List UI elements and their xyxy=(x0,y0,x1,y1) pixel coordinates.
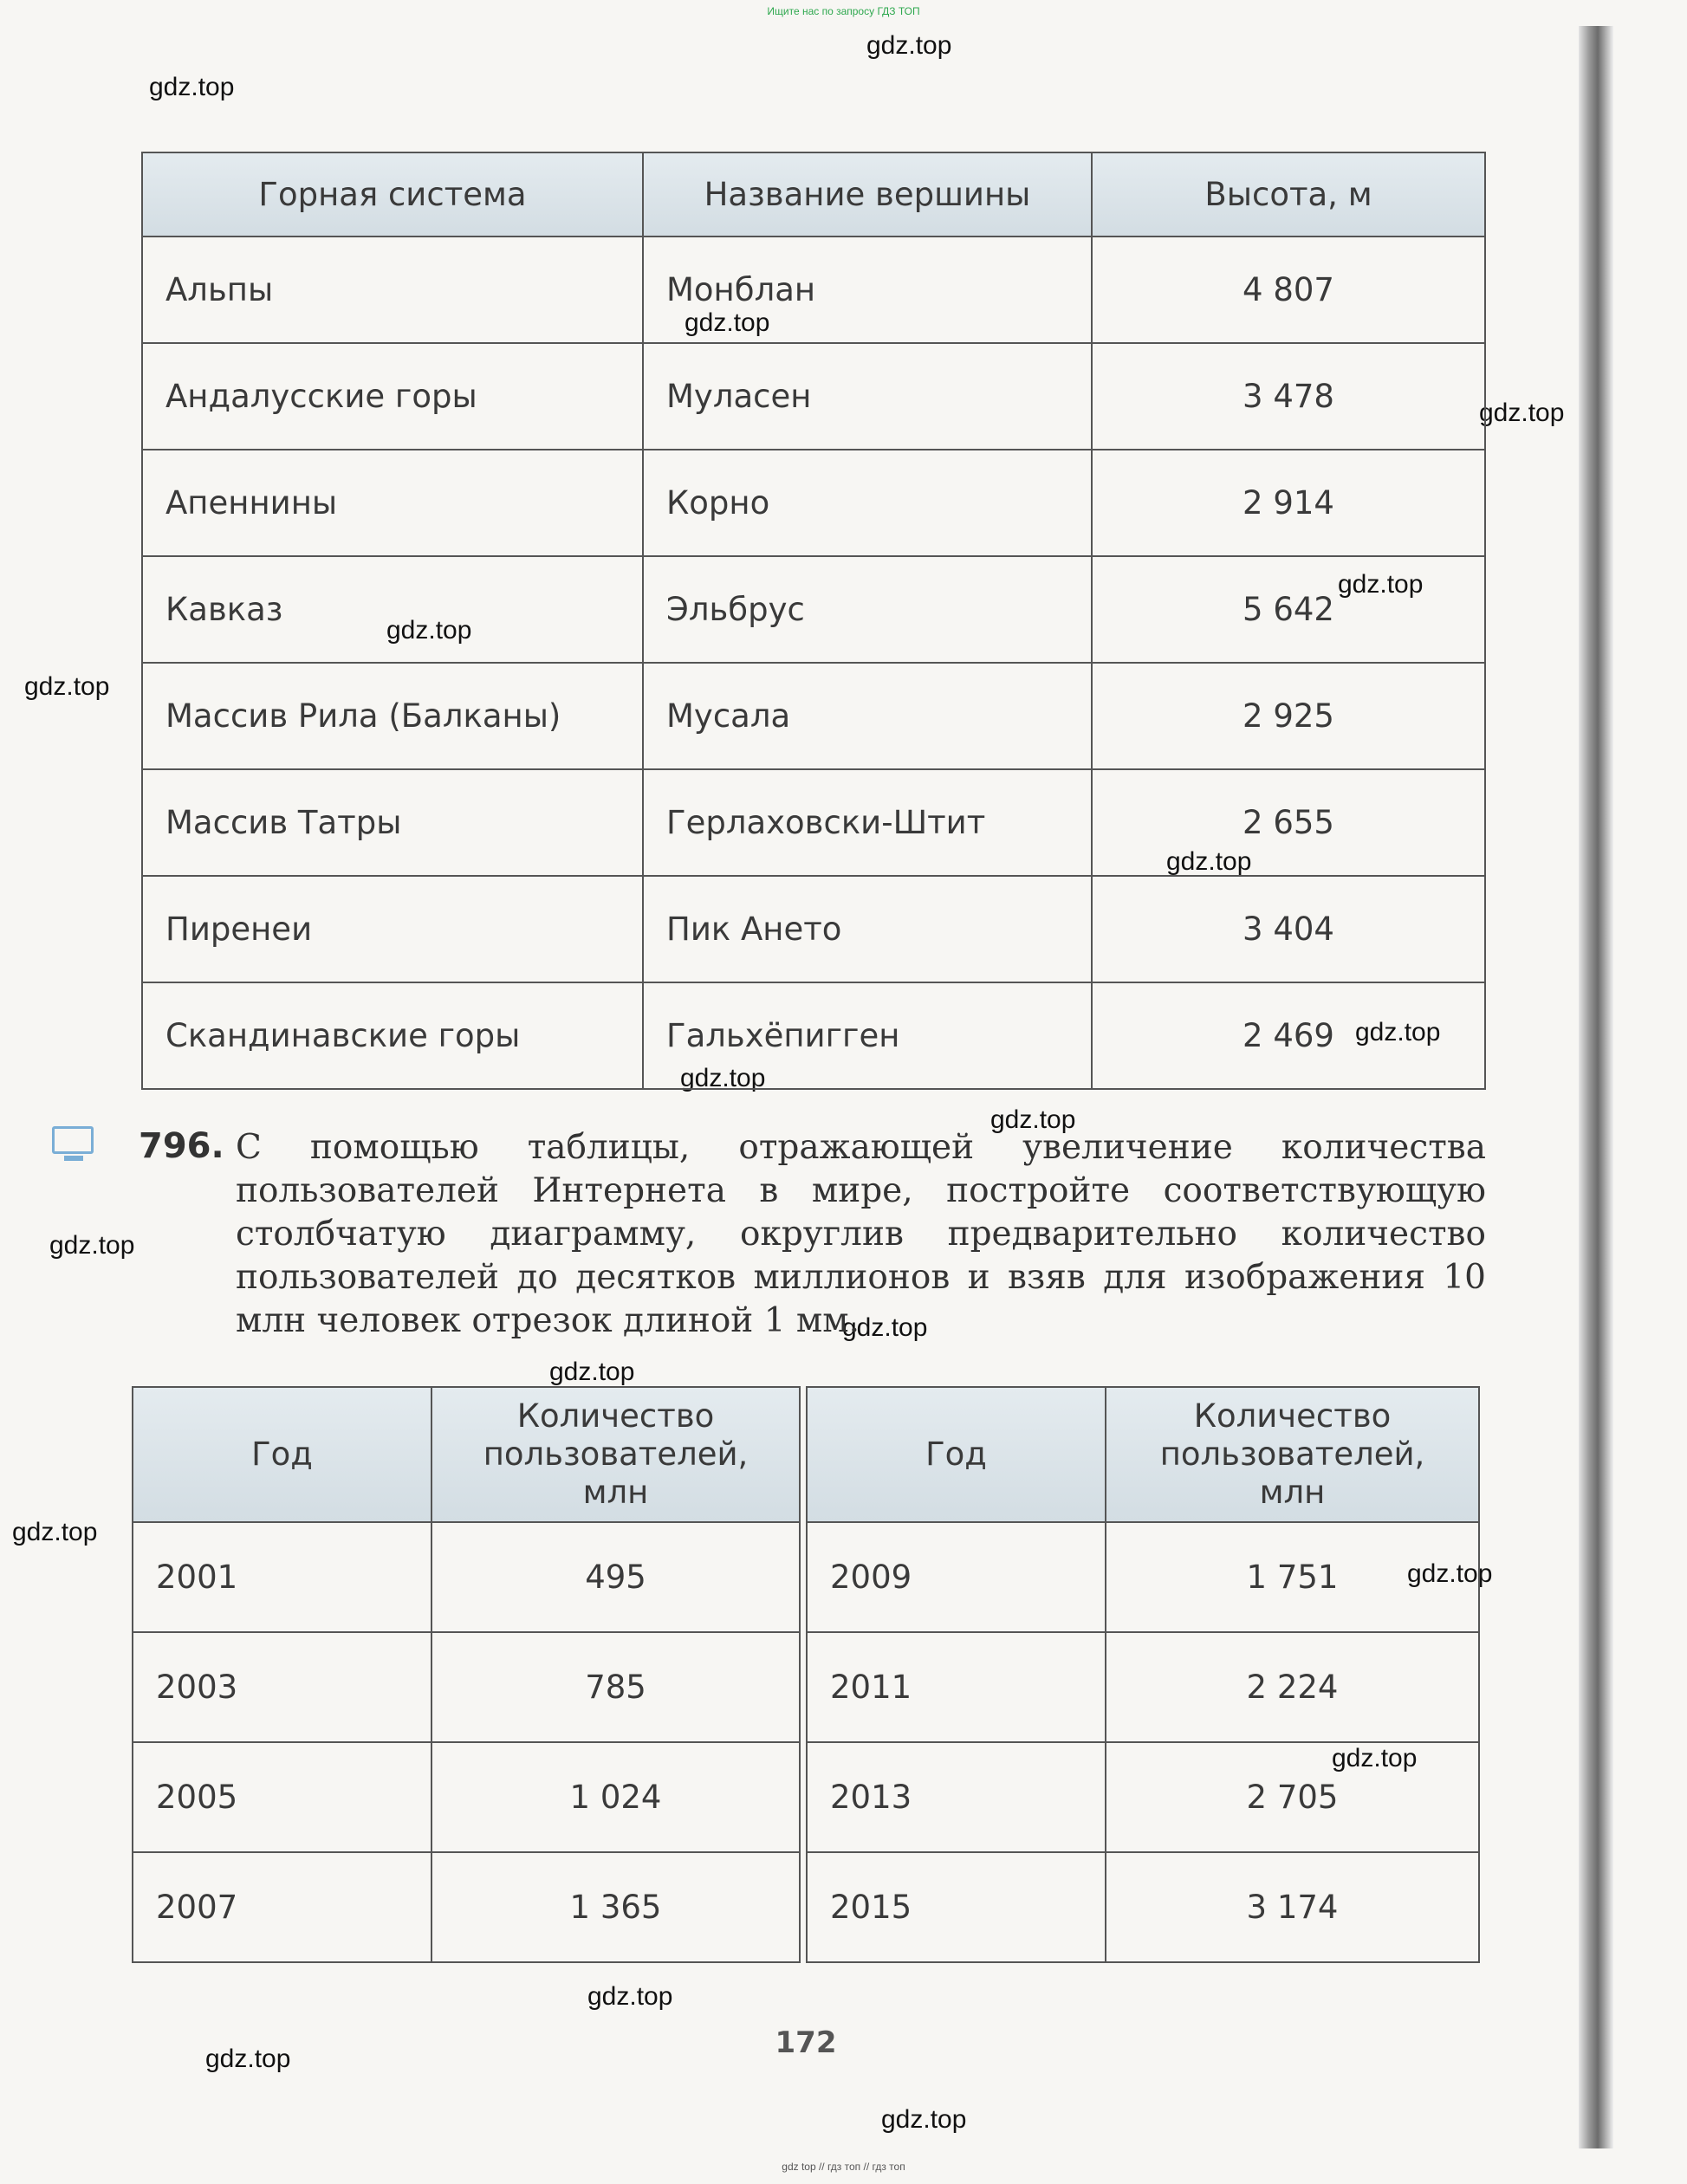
peak-height: 3 478 xyxy=(1092,343,1485,450)
header-peak-name: Название вершины xyxy=(643,152,1092,237)
table-row xyxy=(142,876,1485,982)
peak-name: Муласен xyxy=(643,343,1092,450)
watermark: gdz.top xyxy=(685,308,770,337)
peak-height: 4 807 xyxy=(1092,237,1485,343)
year: 2005 xyxy=(133,1742,431,1852)
mountain-system: Альпы xyxy=(142,237,643,343)
peak-name: Герлаховски-Штит xyxy=(643,769,1092,876)
peak-height: 2 469 xyxy=(1092,982,1485,1089)
watermark: gdz.top xyxy=(881,2105,967,2134)
watermark: gdz.top xyxy=(205,2045,291,2073)
top-banner: Ищите нас по запросу ГДЗ ТОП xyxy=(767,5,920,17)
watermark: gdz.top xyxy=(1166,847,1252,876)
watermark: gdz.top xyxy=(1407,1559,1493,1588)
header-year: Год xyxy=(133,1387,431,1522)
task-796 xyxy=(139,1126,1486,1343)
page-number: 172 xyxy=(775,2025,837,2060)
watermark: gdz.top xyxy=(842,1313,928,1342)
header-users: Количество пользователей, млн xyxy=(1106,1387,1479,1522)
users-count: 1 751 xyxy=(1106,1522,1479,1632)
bottom-banner: gdz top // гдз топ // гдз топ xyxy=(782,2161,905,2173)
watermark: gdz.top xyxy=(990,1105,1076,1134)
mountain-system: Кавказ xyxy=(142,556,643,663)
watermark: gdz.top xyxy=(549,1358,635,1386)
table-row xyxy=(142,237,1485,343)
year: 2013 xyxy=(807,1742,1106,1852)
peak-name: Гальхёпигген xyxy=(643,982,1092,1089)
watermark: gdz.top xyxy=(12,1518,98,1546)
table-row xyxy=(142,450,1485,556)
peak-name: Эльбрус xyxy=(643,556,1092,663)
mountain-system: Апеннины xyxy=(142,450,643,556)
header-mountain-system: Горная система xyxy=(142,152,643,237)
table-row xyxy=(133,1852,1479,1962)
table-row xyxy=(142,663,1485,769)
mountain-system: Пиренеи xyxy=(142,876,643,982)
table-divider xyxy=(800,1742,807,1852)
watermark: gdz.top xyxy=(49,1231,135,1260)
peak-height: 3 404 xyxy=(1092,876,1485,982)
watermark: gdz.top xyxy=(149,73,235,101)
mountain-system: Андалусские горы xyxy=(142,343,643,450)
table-header-row xyxy=(133,1387,1479,1522)
table-divider xyxy=(800,1632,807,1742)
computer-monitor-icon xyxy=(52,1126,95,1161)
users-count: 3 174 xyxy=(1106,1852,1479,1962)
book-spine-shadow xyxy=(1579,26,1613,2148)
table-divider xyxy=(800,1522,807,1632)
task-text: С помощью таблицы, отражающей увеличение количества пользователей Интернета в мире, постройте соответствующую столбчатую диаграмму, округлив предварительно количество пользователей до десятков миллионов и взяв для изображения 10 млн человек отрезок длиной 1 мм. xyxy=(236,1128,1486,1340)
header-year: Год xyxy=(807,1387,1106,1522)
users-count: 495 xyxy=(431,1522,800,1632)
year: 2009 xyxy=(807,1522,1106,1632)
table-divider xyxy=(800,1387,807,1522)
table-row xyxy=(142,769,1485,876)
header-users: Количество пользователей, млн xyxy=(431,1387,800,1522)
watermark: gdz.top xyxy=(1338,570,1424,599)
mountain-peaks-table xyxy=(141,152,1486,1090)
table-divider xyxy=(800,1852,807,1962)
peak-height: 2 914 xyxy=(1092,450,1485,556)
users-count: 2 705 xyxy=(1106,1742,1479,1852)
year: 2011 xyxy=(807,1632,1106,1742)
year: 2015 xyxy=(807,1852,1106,1962)
users-count: 1 024 xyxy=(431,1742,800,1852)
table-row xyxy=(142,556,1485,663)
mountain-system: Массив Татры xyxy=(142,769,643,876)
watermark: gdz.top xyxy=(386,616,472,645)
year: 2001 xyxy=(133,1522,431,1632)
mountain-system: Массив Рила (Балканы) xyxy=(142,663,643,769)
table-row xyxy=(133,1632,1479,1742)
internet-users-table xyxy=(132,1386,1480,1963)
year: 2003 xyxy=(133,1632,431,1742)
year: 2007 xyxy=(133,1852,431,1962)
users-count: 785 xyxy=(431,1632,800,1742)
watermark: gdz.top xyxy=(680,1064,766,1092)
peak-height: 2 925 xyxy=(1092,663,1485,769)
peak-name: Пик Ането xyxy=(643,876,1092,982)
peak-height: 2 655 xyxy=(1092,769,1485,876)
watermark: gdz.top xyxy=(866,31,952,60)
table-header-row xyxy=(142,152,1485,237)
mountain-system: Скандинавские горы xyxy=(142,982,643,1089)
task-number: 796. xyxy=(139,1126,224,1166)
table-row xyxy=(142,343,1485,450)
watermark: gdz.top xyxy=(1479,399,1565,427)
users-count: 1 365 xyxy=(431,1852,800,1962)
peak-name: Монблан xyxy=(643,237,1092,343)
header-height: Высота, м xyxy=(1092,152,1485,237)
table-row xyxy=(142,982,1485,1089)
table-row xyxy=(133,1742,1479,1852)
peak-height: 5 642 xyxy=(1092,556,1485,663)
watermark: gdz.top xyxy=(587,1982,673,2011)
watermark: gdz.top xyxy=(1332,1744,1418,1772)
users-count: 2 224 xyxy=(1106,1632,1479,1742)
watermark: gdz.top xyxy=(1355,1018,1441,1047)
table-row xyxy=(133,1522,1479,1632)
peak-name: Мусала xyxy=(643,663,1092,769)
peak-name: Корно xyxy=(643,450,1092,556)
watermark: gdz.top xyxy=(24,672,110,701)
